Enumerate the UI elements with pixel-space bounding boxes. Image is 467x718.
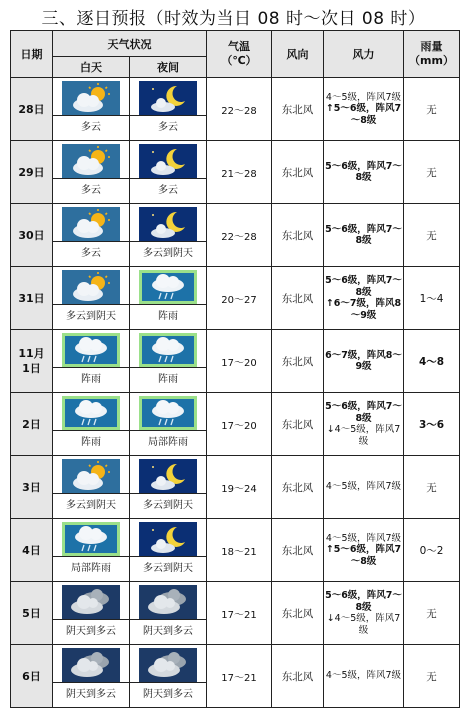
wind-force-line: 4～5级，阵风7级 — [325, 481, 402, 493]
weather-day — [53, 78, 130, 141]
weather-night-label: 阴天到多云 — [130, 682, 206, 707]
moon-cloud-icon — [139, 81, 197, 115]
moon-cloud-icon — [139, 207, 197, 241]
overcast-icon — [62, 648, 120, 682]
weather-day — [53, 645, 130, 708]
row-wind-direction: 东北风 — [272, 267, 324, 330]
weather-night — [130, 645, 207, 708]
row-wind-force — [324, 393, 404, 456]
weather-night — [130, 78, 207, 141]
weather-night-label: 多云到阴天 — [130, 493, 206, 518]
row-rainfall: 无 — [404, 582, 460, 645]
weather-night — [130, 141, 207, 204]
weather-night-label: 阴天到多云 — [130, 619, 206, 644]
row-rainfall: 3～6 — [404, 393, 460, 456]
header-rainfall: 雨量 （mm） — [404, 31, 460, 78]
weather-day — [53, 582, 130, 645]
wind-force-line: 4～5级，阵风7级 — [325, 532, 402, 544]
rain-cloud-icon — [139, 396, 197, 430]
table-row — [11, 519, 460, 582]
weather-day — [53, 456, 130, 519]
row-date: 6日 — [11, 645, 53, 708]
weather-night — [130, 393, 207, 456]
weather-day — [53, 393, 130, 456]
wind-force-line: 4～5级，阵风7级 — [325, 91, 402, 103]
page-title: 三、逐日预报（时效为当日 08 时～次日 08 时） — [41, 9, 426, 29]
weather-day — [53, 141, 130, 204]
sun-cloud-icon — [62, 81, 120, 115]
table-row — [11, 393, 460, 456]
row-date: 5日 — [11, 582, 53, 645]
rain-cloud-icon — [62, 333, 120, 367]
row-temperature: 17～20 — [207, 393, 272, 456]
row-temperature: 22～28 — [207, 78, 272, 141]
weather-day — [53, 519, 130, 582]
weather-night — [130, 582, 207, 645]
overcast-icon — [139, 585, 197, 619]
row-rainfall: 0～2 — [404, 519, 460, 582]
row-date: 3日 — [11, 456, 53, 519]
row-date: 4日 — [11, 519, 53, 582]
header-wind-force: 风力 — [324, 31, 404, 78]
weather-day-label: 多云 — [53, 178, 129, 203]
weather-night — [130, 519, 207, 582]
row-wind-force — [324, 456, 404, 519]
weather-night — [130, 456, 207, 519]
row-wind-direction: 东北风 — [272, 141, 324, 204]
row-wind-direction: 东北风 — [272, 78, 324, 141]
rain-cloud-icon — [62, 396, 120, 430]
wind-force-line: ↑5～6级，阵风7～8级 — [325, 103, 402, 126]
row-wind-force — [324, 267, 404, 330]
forecast-table — [10, 30, 460, 708]
wind-force-line: ↓4～5级，阵风7级 — [326, 613, 401, 636]
weather-night-label: 多云 — [130, 115, 206, 140]
wind-force-line: 5～6级，阵风7～8级 — [325, 590, 402, 613]
row-wind-direction: 东北风 — [272, 204, 324, 267]
weather-day-label: 阵雨 — [53, 367, 129, 392]
row-wind-force — [324, 141, 404, 204]
moon-cloud-icon — [139, 459, 197, 493]
row-wind-direction: 东北风 — [272, 393, 324, 456]
header-day: 白天 — [53, 57, 130, 78]
row-temperature: 20～27 — [207, 267, 272, 330]
sun-cloud-icon — [62, 207, 120, 241]
wind-force-line: ↓4～5级，阵风7级 — [326, 424, 401, 447]
weather-day — [53, 267, 130, 330]
weather-night-label: 多云 — [130, 178, 206, 203]
row-rainfall: 1～4 — [404, 267, 460, 330]
weather-day-label: 阴天到多云 — [53, 682, 129, 707]
sun-cloud-icon — [62, 459, 120, 493]
weather-day — [53, 330, 130, 393]
row-date: 2日 — [11, 393, 53, 456]
row-temperature: 19～24 — [207, 456, 272, 519]
row-rainfall: 无 — [404, 78, 460, 141]
rain-cloud-icon — [139, 333, 197, 367]
row-wind-force — [324, 204, 404, 267]
wind-force-line: 4～5级，阵风7级 — [325, 670, 402, 682]
row-wind-force — [324, 519, 404, 582]
wind-force-line: 5～6级，阵风7～8级 — [325, 275, 402, 298]
moon-cloud-icon — [139, 144, 197, 178]
row-wind-force — [324, 330, 404, 393]
weather-day-label: 阵雨 — [53, 430, 129, 455]
sun-cloud-icon — [62, 144, 120, 178]
table-row — [11, 582, 460, 645]
wind-force-line: 6～7级，阵风8～9级 — [325, 349, 402, 372]
row-rainfall: 4～8 — [404, 330, 460, 393]
weather-night-label: 局部阵雨 — [130, 430, 206, 455]
header-wind-direction: 风向 — [272, 31, 324, 78]
weather-day-label: 多云到阴天 — [53, 304, 129, 329]
table-row — [11, 78, 460, 141]
wind-force-line: 5～6级，阵风7～8级 — [325, 401, 402, 424]
row-date: 28日 — [11, 78, 53, 141]
row-wind-direction: 东北风 — [272, 519, 324, 582]
row-date: 29日 — [11, 141, 53, 204]
weather-night — [130, 267, 207, 330]
row-date: 11月 1日 — [11, 330, 53, 393]
wind-force-line: ↑5～6级，阵风7～8级 — [325, 544, 402, 567]
weather-night — [130, 204, 207, 267]
weather-day-label: 多云 — [53, 241, 129, 266]
overcast-icon — [62, 585, 120, 619]
row-wind-direction: 东北风 — [272, 582, 324, 645]
row-wind-direction: 东北风 — [272, 456, 324, 519]
weather-day-label: 多云到阴天 — [53, 493, 129, 518]
header-temp: 气温 （℃） — [207, 31, 272, 78]
table-row — [11, 204, 460, 267]
row-wind-direction: 东北风 — [272, 645, 324, 708]
weather-night-label: 多云到阴天 — [130, 241, 206, 266]
rain-cloud-icon — [62, 522, 120, 556]
row-rainfall: 无 — [404, 456, 460, 519]
row-rainfall: 无 — [404, 204, 460, 267]
header-night: 夜间 — [130, 57, 207, 78]
weather-night — [130, 330, 207, 393]
row-temperature: 17～21 — [207, 582, 272, 645]
table-row — [11, 456, 460, 519]
sun-cloud-icon — [62, 270, 120, 304]
weather-day-label: 局部阵雨 — [53, 556, 129, 581]
table-row — [11, 267, 460, 330]
wind-force-line: 5～6级，阵风7～8级 — [325, 223, 402, 246]
table-row — [11, 645, 460, 708]
weather-day-label: 多云 — [53, 115, 129, 140]
rain-cloud-icon — [139, 270, 197, 304]
row-wind-force — [324, 582, 404, 645]
row-temperature: 17～20 — [207, 330, 272, 393]
wind-force-line: ↑6～7级，阵风8～9级 — [325, 298, 402, 321]
weather-night-label: 多云到阴天 — [130, 556, 206, 581]
row-wind-force — [324, 78, 404, 141]
table-row — [11, 330, 460, 393]
row-temperature: 17～21 — [207, 645, 272, 708]
weather-night-label: 阵雨 — [130, 367, 206, 392]
row-date: 31日 — [11, 267, 53, 330]
overcast-icon — [139, 648, 197, 682]
row-rainfall: 无 — [404, 141, 460, 204]
row-temperature: 22～28 — [207, 204, 272, 267]
weather-night-label: 阵雨 — [130, 304, 206, 329]
row-date: 30日 — [11, 204, 53, 267]
moon-cloud-icon — [139, 522, 197, 556]
weather-day — [53, 204, 130, 267]
wind-force-line: 5～6级，阵风7～8级 — [325, 160, 402, 183]
header-weather: 天气状况 — [53, 31, 207, 57]
row-wind-direction: 东北风 — [272, 330, 324, 393]
row-rainfall: 无 — [404, 645, 460, 708]
header-date: 日期 — [11, 31, 53, 78]
row-wind-force — [324, 645, 404, 708]
row-temperature: 21～28 — [207, 141, 272, 204]
table-row — [11, 141, 460, 204]
row-temperature: 18～21 — [207, 519, 272, 582]
weather-day-label: 阴天到多云 — [53, 619, 129, 644]
